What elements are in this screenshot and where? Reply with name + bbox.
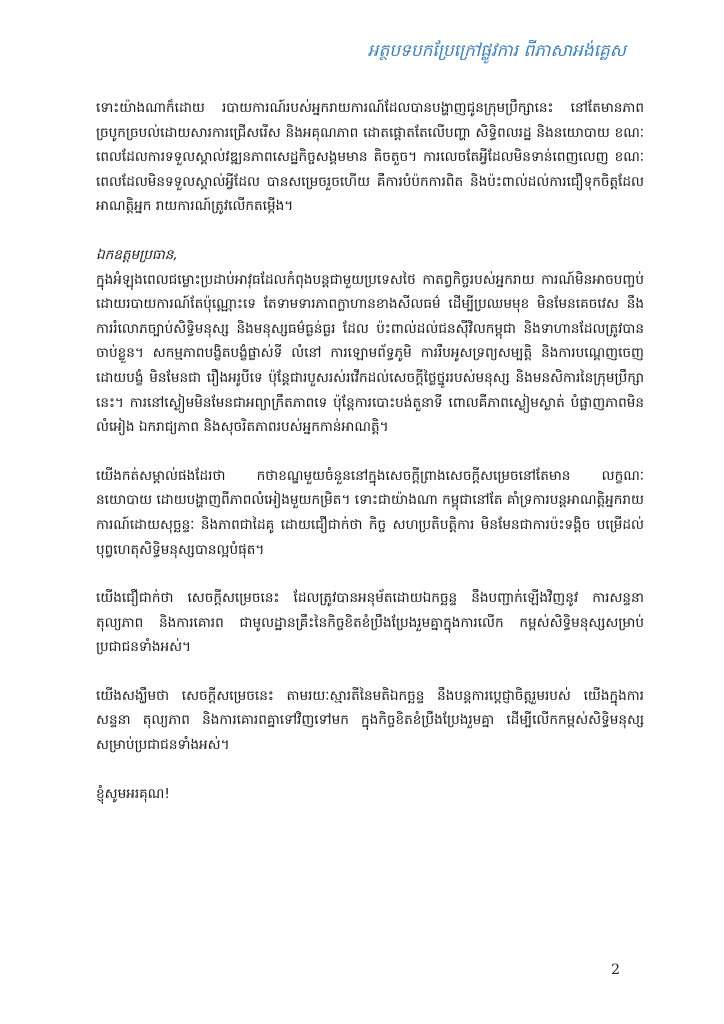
paragraph-2: ក្នុងអំឡុងពេលជម្លោះប្រដាប់អាវុធដែលកំពុងបន្តជាមួយប្រទេសថៃ កាតព្វកិច្ចរបស់អ្នករាយ ការណ៍មិនអាចបញ្ចប់ដោយរបាយការណ៍តែប៉ុណ្ណោះទេ តែទាមទារភាពក្លាហានខាងសីលធម៌ ដើម្បីប្រឈមមុខ មិនមែនគេចវេស នឹងការរំលោភច្បាប់សិទ្ធិមនុស្ស និងមនុស្សធម៌ធ្ងន់ធ្ងរ ដែល ប៉ះពាល់ដល់ជនស៊ីវិលកម្ពុជា និងទាហានដែលត្រូវបានចាប់ខ្លួន។ សកម្មភាពបង្ខិតបង្ខំផ្លាស់ទី លំនៅ ការឡោមព័ទ្ធភូមិ ការរឹបអូសទ្រព្យសម្បត្តិ និងការបណ្ដេញចេញដោយបង្ខំ មិនមែនជា រឿងអរូបីទេ ប៉ុន្តែជារបួសរស់រវើកដល់សេចក្តីថ្លៃថ្នូររបស់មនុស្ស និងមនសិការនៃក្រុមប្រឹក្សា នេះ។ ការនៅស្ងៀមមិនមែនជាអព្យាក្រឹតភាពទេ ប៉ុន្តែការបោះបង់តួនាទី ពោលគឺភាពស្ងៀមស្ងាត់ បំផ្លាញភាពមិនលំអៀង ឯករាជ្យភាព និងសុចរិតភាពរបស់អ្នកកាន់អាណត្តិ។ bbox=[96, 271, 644, 436]
paragraph-1: ទោះយ៉ាងណាក៏ដោយ របាយការណ៍របស់អ្នករាយការណ៍ដែលបានបង្ហាញជូនក្រុមប្រឹក្សានេះ នៅតែមានភាពច្របូកច្របល់ដោយសារការជ្រើសរើស និងអគុណភាព ដោតផ្តោតតែលើបញ្ហា សិទ្ធិពលរដ្ឋ និងនយោបាយ ខណៈពេលដែលការទទួលស្គាល់វឌ្ឍនភាពសេដ្ឋកិច្ចសង្គមមាន តិចតួច។ ការលេចតែអ្វីដែលមិនទាន់ពេញលេញ ខណៈពេលដែលមិនទទួលស្គាល់អ្វីដែល បានសម្រេចរួចហើយ គឺការបំប៉កការពិត និងប៉ះពាល់ដល់ការជឿទុកចិត្តដែលអាណត្តិអ្នក រាយការណ៍ត្រូវលើកតម្កើង។ bbox=[96, 100, 644, 215]
paragraph-5: យើងសង្ឃឹមថា សេចក្ដីសម្រេចនេះ តាមរយៈស្មារតីនៃមតិឯកច្ឆន្ទ នឹងបន្តការប្តេជ្ញាចិត្តរួមរបស់ យើងក្នុងការសន្ទនា តុល្យភាព និងការគោរពគ្នាទៅវិញទៅមក ក្នុងកិច្ចខិតខំប្រឹងប្រែងរួមគ្នា ដើម្បីលើកកម្ពស់សិទ្ធិមនុស្សសម្រាប់ប្រជាជនទាំងអស់។ bbox=[96, 687, 644, 754]
closing-thanks: ខ្ញុំសូមអរគុណ! bbox=[96, 785, 170, 802]
salutation: ឯកឧត្តមប្រធាន, bbox=[96, 246, 178, 263]
page-number: 2 bbox=[611, 962, 620, 978]
paragraph-3: យើងកត់សម្គាល់ផងដែរថា កថាខណ្ឌមួយចំនួននៅក្នុងសេចក្ដីព្រាងសេចក្ដីសម្រេចនៅតែមាន លក្ខណៈនយោបាយ ដោយបង្ហាញពីភាពលំអៀងមួយកម្រិត។ ទោះជាយ៉ាងណា កម្ពុជានៅតែ គាំទ្រការបន្តអាណត្តិអ្នករាយការណ៍ដោយសុច្ឆន្ទៈ និងភាពជាដៃគូ ដោយជឿជាក់ថា កិច្ច សហប្រតិបត្តិការ មិនមែនជាការប៉ះទង្គិច បម្រើដល់បុព្វហេតុសិទ្ធិមនុស្សបានល្អបំផុត។ bbox=[96, 467, 644, 558]
paragraph-4: យើងជឿជាក់ថា សេចក្ដីសម្រេចនេះ ដែលត្រូវបានអនុម័តដោយឯកច្ឆន្ទ នឹងបញ្ជាក់ឡើងវិញនូវ ការសន្ទនា តុល្យភាព និងការគោរព ជាមូលដ្ឋានគ្រឹះនៃកិច្ចខិតខំប្រឹងប្រែងរួមគ្នាក្នុងការលើក កម្ពស់សិទ្ធិមនុស្សសម្រាប់ប្រជាជនទាំងអស់។ bbox=[96, 590, 644, 656]
page-header-title: អត្ថបទបកប្រែក្រៅផ្លូវការ ពីភាសាអង់គ្លេស bbox=[367, 41, 626, 61]
document-body bbox=[96, 96, 644, 806]
